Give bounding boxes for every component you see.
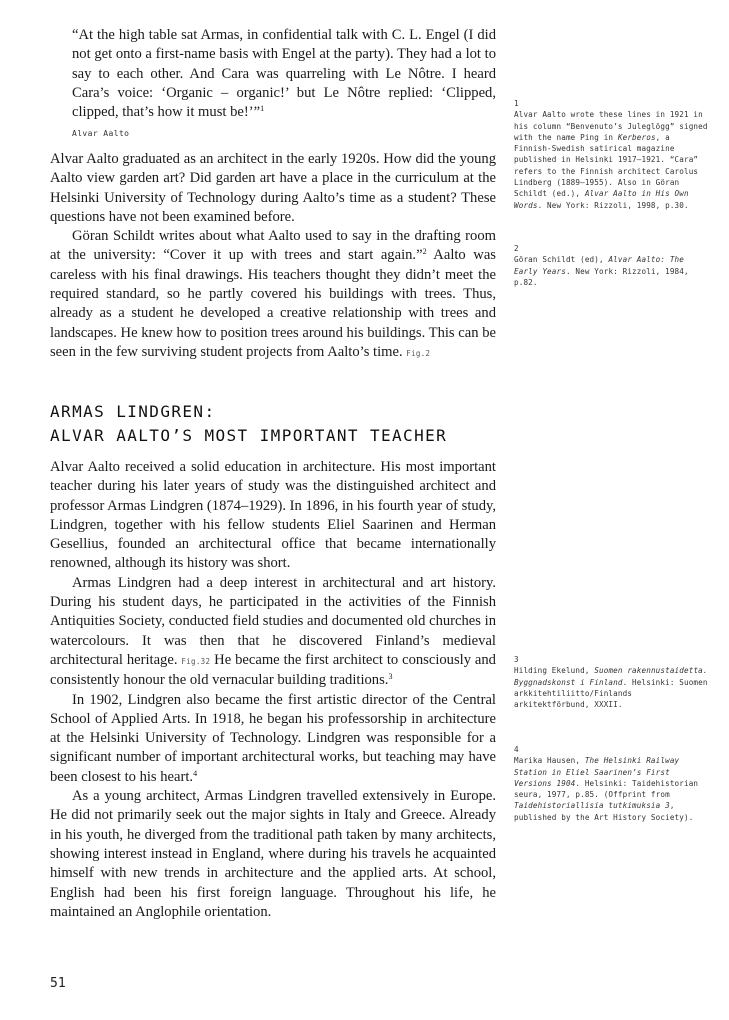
footnote-2-number: 2	[514, 244, 519, 253]
footnote-1-number: 1	[514, 99, 519, 108]
intro-paragraph-1: Alvar Aalto graduated as an architect in the early 1920s. How did the young Aalto view garden art? Did garden art have a place in the curriculum at the Helsinki University of Technology during Aalto’s time as a student? These questions have not been examined before.	[50, 151, 496, 225]
footnote-1-text-c: . New York: Rizzoli, 1998, p.30.	[537, 200, 689, 210]
footnote-ref-3[interactable]: 3	[388, 672, 393, 682]
page-number: 51	[50, 976, 66, 991]
section-p2-text-b: He became the first architect to consciously and consistently honour the old vernacular building traditions.	[50, 651, 496, 689]
footnote-4-title-b: Taidehistoriallisia tutkimuksia 3	[514, 801, 670, 811]
section-paragraph-2	[50, 574, 496, 691]
footnote-4-text-a: Marika Hausen,	[514, 756, 585, 766]
footnote-3	[514, 654, 710, 710]
section-paragraph-3	[50, 691, 496, 787]
intro-section	[50, 150, 496, 363]
footnote-1	[514, 98, 710, 211]
footnote-1-title-a: Kerberos	[617, 132, 656, 142]
footnote-1-text-b: , a Finnish-Swedish satirical magazine published in Helsinki 1917–1921. “Cara” refers to the Finnish architect Carolus Lindberg (1889–1955). Also in Göran Schildt (ed.),	[514, 132, 699, 199]
footnote-4-text-c: , published by the Art History Society).	[514, 801, 694, 822]
intro-p2-text-b: Aalto was careless with his final drawings. His teachers thought they didn’t meet the required standard, so he partly covered his buildings with trees. Thus, already as a student he developed a creative relationship with trees and landscapes. He knew how to position trees around his buildings. This can be seen in the few surviving student projects from Aalto’s time.	[50, 247, 496, 360]
epigraph-quote	[72, 26, 496, 144]
footnote-2-text-a: Göran Schildt (ed),	[514, 255, 609, 265]
footnote-4-title-a: The Helsinki Railway Station in Eliel Saarinen’s First Versions 1904	[514, 756, 680, 788]
section-heading	[50, 400, 447, 448]
lindgren-section	[50, 458, 496, 922]
epigraph-body: “At the high table sat Armas, in confidential talk with C. L. Engel (I did not get onto a first-name basis with Engel at the party). They had a lot to say to each other. And Cara was quarreling with Le Nôtre. I heard Cara’s voice: ‘Organic – organic!’ but Le Nôtre replied: ‘Clipped, clipped, that’s how it must be!’”	[72, 27, 496, 121]
figure-ref-2[interactable]: Fig.2	[406, 348, 431, 358]
footnote-3-number: 3	[514, 655, 519, 664]
footnote-2	[514, 243, 710, 288]
footnote-1-title-b: Alvar Aalto in His Own Words	[514, 189, 689, 210]
intro-paragraph-2	[50, 227, 496, 363]
epigraph-text	[72, 26, 496, 122]
section-p3-text: In 1902, Lindgren also became the first artistic director of the Central School of Applied Arts. In 1918, he began his professorship in architecture at the Helsinki University of Technology. Lindgren was responsible for a significant number of important architectural works, but teaching may have been closest to his heart.	[50, 691, 496, 785]
intro-p2-text-a: Göran Schildt writes about what Aalto used to say in the drafting room at the university: “Cover it up with trees and start again.”	[50, 228, 496, 264]
section-paragraph-4: As a young architect, Armas Lindgren travelled extensively in Europe. He did not primarily seek out the major sights in Italy and Greece. Already in his youth, he diverged from the traditional path taken by many architects, showing interest instead in England, where during his travels he acquainted himself with new trends in architecture and the applied arts. At school, English had been his first foreign language. Throughout his life, he maintained an Anglophile orientation.	[50, 788, 496, 920]
footnote-3-text-a: Hilding Ekelund,	[514, 666, 595, 676]
footnote-4-text-b: . Helsinki: Taidehistorian seura, 1977, p.85. (Offprint from	[514, 778, 699, 800]
section-paragraph-1: Alvar Aalto received a solid education in architecture. His most important teacher during his later years of study was the distinguished architect and professor Armas Lindgren (1874–1929). In 1896, in his fourth year of study, Lindgren, together with his fellow students Eliel Saarinen and Herman Gesellius, founded an architectural office that became internationally renowned, although its history was short.	[50, 459, 496, 572]
figure-ref-32[interactable]: Fig.32	[181, 656, 211, 666]
footnote-3-text-b: . Helsinki: Suomen arkkitehtiliitto/Finlands arkitektförbund, XXXII.	[514, 677, 708, 710]
footnote-2-text-b: . New York: Rizzoli, 1984, p.82.	[514, 266, 689, 287]
footnote-ref-1[interactable]: 1	[260, 104, 265, 114]
section-heading-line-2: ALVAR AALTO’S MOST IMPORTANT TEACHER	[50, 426, 448, 445]
footnote-ref-4[interactable]: 4	[193, 768, 198, 778]
footnote-4-number: 4	[514, 745, 519, 754]
footnote-4	[514, 744, 710, 823]
footnote-ref-2[interactable]: 2	[422, 247, 427, 257]
footnote-2-title: Alvar Aalto: The Early Years	[514, 255, 684, 276]
section-p2-text-a: Armas Lindgren had a deep interest in architectural and art history. During his student days, he participated in the activities of the Finnish Antiquities Society, conducted field studies and documented old churches in watercolours. It was then that he discovered Finland’s medieval architectural heritage.	[50, 574, 496, 668]
section-heading-line-1: ARMAS LINDGREN:	[50, 402, 216, 421]
footnote-3-title: Suomen rakennustaidetta. Byggnadskonst i Finland	[514, 666, 708, 687]
footnote-1-text-a: Alvar Aalto wrote these lines in 1921 in his column “Benvenuto’s Juleglögg” signed with the name Ping in	[514, 110, 708, 142]
epigraph-attribution: Alvar Aalto	[72, 129, 130, 139]
